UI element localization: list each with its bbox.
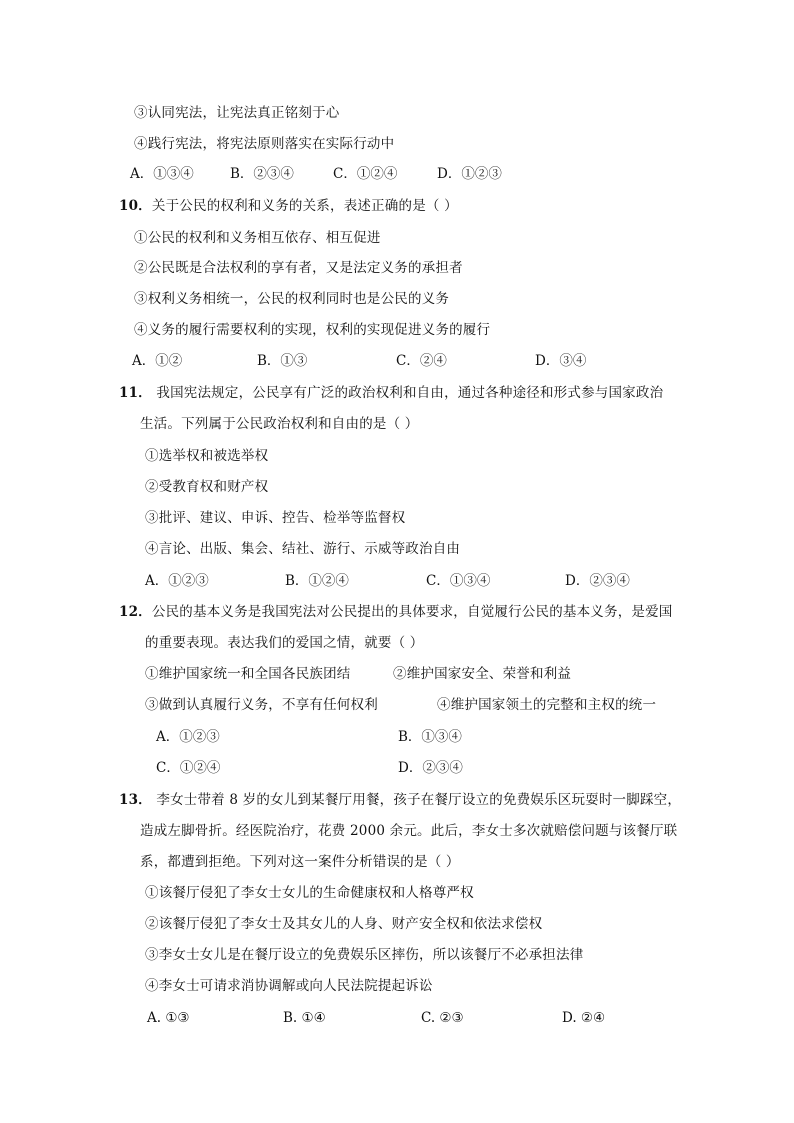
q10-statement-4: ④义务的履行需要权利的实现，权利的实现促进义务的履行 [134,322,491,338]
q11-statement-4: ④言论、出版、集会、结社、游行、示威等政治自由 [145,541,461,557]
q13-option-b: B. ①④ [283,1010,326,1026]
q11-number: 11． [119,385,152,401]
q10-option-d: D．③④ [535,353,587,369]
q13-stem-line-3: 系，都遭到拒绝。下列对这一案件分析错误的是（ ） [140,854,460,870]
q12-stem-line-1 [119,602,673,622]
q12-option-b: B．①③④ [398,729,462,745]
q9-statement-3: ③认同宪法，让宪法真正铭刻于心 [134,105,340,121]
q11-option-c: C．①③④ [426,573,491,589]
q13-option-d: D. ②④ [562,1010,606,1026]
q13-number: 13． [119,792,152,808]
q11-option-d: D．②③④ [565,573,630,589]
q13-statement-1: ①该餐厅侵犯了李女士女儿的生命健康权和人格尊严权 [145,885,474,901]
q12-number: 12． [119,604,152,620]
q10-stem-text: 关于公民的权利和义务的关系，表述正确的是（ ） [151,198,458,214]
q11-stem-line-1 [119,383,663,403]
q9-statement-4: ④践行宪法，将宪法原则落实在实际行动中 [134,136,395,152]
q10-number: 10． [119,198,152,214]
q13-stem-text-1: 李女士带着 8 岁的女儿到某餐厅用餐，孩子在餐厅设立的免费娱乐区玩耍时一脚踩空， [151,792,682,808]
q13-statement-4: ④李女士可请求消协调解或向人民法院提起诉讼 [145,978,433,994]
q13-stem-line-1 [119,790,681,810]
q10-statement-1: ①公民的权利和义务相互依存、相互促进 [134,230,381,246]
q12-option-a: A．①②③ [156,729,220,745]
q13-statement-3: ③李女士女儿是在餐厅设立的免费娱乐区摔伤，所以该餐厅不必承担法律 [145,947,584,963]
q10-option-b: B．①③ [257,353,308,369]
q12-statement-1: ①维护国家统一和全国各民族团结 [145,666,351,682]
q11-option-b: B．①②④ [285,573,349,589]
q12-statement-2: ②维护国家安全、荣誉和利益 [393,666,572,682]
q9-option-a: A．①③④ [130,166,194,182]
q12-option-c: C．①②④ [156,760,221,776]
q11-stem-line-2: 生活。下列属于公民政治权利和自由的是（ ） [140,416,419,432]
q13-option-c: C. ②③ [421,1010,464,1026]
q9-option-d: D．①②③ [437,166,502,182]
q10-statement-3: ③权利义务相统一，公民的权利同时也是公民的义务 [134,291,450,307]
q12-option-d: D．②③④ [398,760,463,776]
q12-stem-line-2: 的重要表现。表达我们的爱国之情，就要（ ） [145,635,424,651]
q11-option-a: A．①②③ [145,573,209,589]
q13-statement-2: ②该餐厅侵犯了李女士及其女儿的人身、财产安全权和依法求偿权 [145,916,543,932]
q11-statement-2: ②受教育权和财产权 [145,479,269,495]
q10-option-c: C．②④ [396,353,447,369]
q13-option-a: A. ①③ [147,1010,190,1026]
q12-stem-text-1: 公民的基本义务是我国宪法对公民提出的具体要求，自觉履行公民的基本义务，是爱国 [151,604,673,620]
q9-option-b: B．②③④ [230,166,294,182]
q10-statement-2: ②公民既是合法权利的享有者，又是法定义务的承担者 [134,260,463,276]
q10-option-a: A．①② [132,353,183,369]
q12-statement-3: ③做到认真履行义务，不享有任何权利 [145,697,378,713]
q10-stem [119,196,458,216]
q11-statement-3: ③批评、建议、申诉、控告、检举等监督权 [145,510,406,526]
q9-option-c: C．①②④ [333,166,398,182]
q13-stem-line-2: 造成左脚骨折。经医院治疗，花费 2000 余元。此后，李女士多次就赔偿问题与该餐厅联 [140,823,678,839]
q11-stem-text-1: 我国宪法规定，公民享有广泛的政治权利和自由，通过各种途径和形式参与国家政治 [151,385,664,401]
q11-statement-1: ①选举权和被选举权 [145,448,269,464]
q12-statement-4: ④维护国家领土的完整和主权的统一 [437,697,657,713]
